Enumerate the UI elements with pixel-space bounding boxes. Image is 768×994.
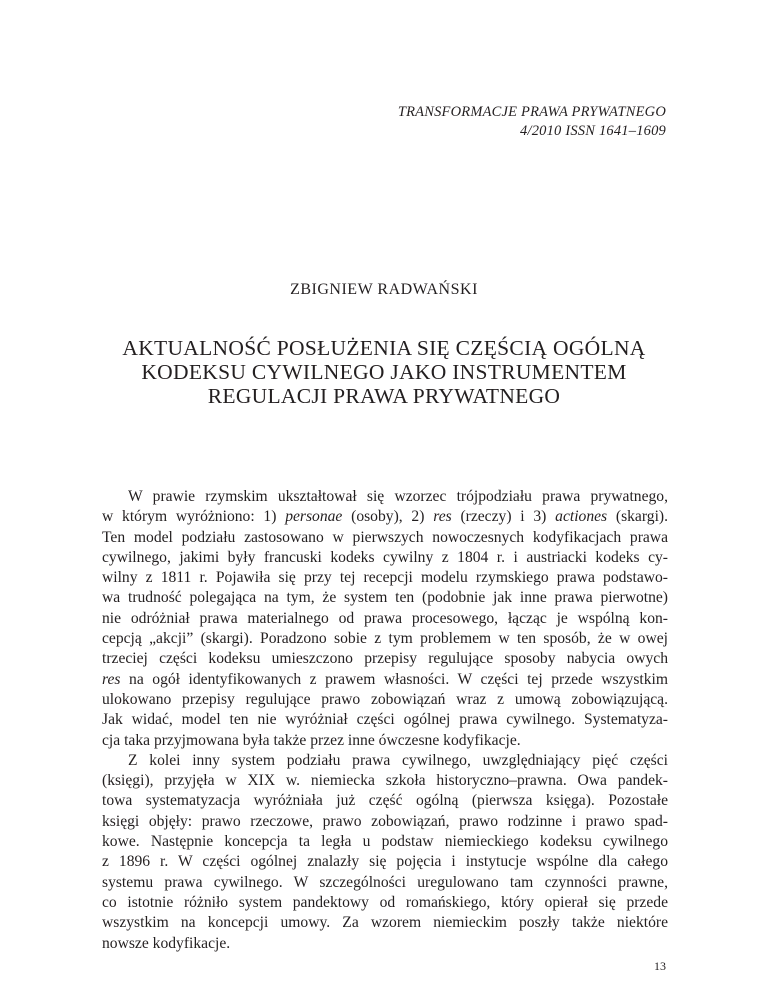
journal-header — [398, 103, 666, 141]
author-name: ZBIGNIEW RADWAŃSKI — [290, 281, 478, 298]
text-line: (księgi), przyjęła w XIX w. niemiecka szkoła historyczno–prawna. Owa pandek- — [102, 772, 668, 790]
text-line: Jak widać, model ten nie wyróżniał części ogólnej prawa cywilnego. Systematyza- — [102, 711, 668, 729]
text-line: nie odróżniał prawa materialnego od prawa procesowego, łącząc je wspólną kon- — [102, 609, 668, 627]
title-line: KODEKSU CYWILNEGO JAKO INSTRUMENTEM — [141, 360, 627, 384]
text-line: wszystkim na koncepcji umowy. Za wzorem niemieckim poszły także niektóre — [102, 914, 668, 932]
title-line: AKTUALNOŚĆ POSŁUŻENIA SIĘ CZĘŚCIĄ OGÓLNĄ — [122, 336, 646, 360]
text-line: systemu prawa cywilnego. W szczególności uregulowano tam czynności prawne, — [102, 873, 668, 891]
article-body — [102, 487, 668, 954]
title-line: REGULACJI PRAWA PRYWATNEGO — [207, 384, 561, 408]
paragraph-2 — [102, 751, 668, 954]
text-line: księgi objęły: prawo rzeczowe, prawo zobowiązań, prawo rodzinne i prawo spad- — [102, 812, 668, 830]
text-line: Z kolei inny system podziału prawa cywilnego, uwzględniający pięć części — [128, 751, 668, 769]
text-line: W prawie rzymskim ukształtował się wzorzec trójpodziału prawa prywatnego, — [128, 488, 668, 505]
text-line: trzeciej części kodeksu umieszczono przepisy regulujące sposoby nabycia owych — [102, 650, 668, 668]
text-line: w którym wyróżniono: 1) personae (osoby), 2) res (rzeczy) i 3) actiones (skargi). — [102, 508, 668, 526]
text-line: ulokowano przepisy regulujące prawo zobowiązań wraz z umową zobowiązującą. — [102, 690, 668, 708]
text-line: co istotnie różniło system pandektowy od romańskiego, który opierał się przede — [102, 893, 668, 911]
article-title — [0, 336, 768, 408]
paragraph-1 — [102, 487, 668, 751]
text-line: wa trudność polegająca na tym, że system ten (podobnie jak inne prawa pierwotne) — [102, 589, 668, 607]
journal-title: TRANSFORMACJE PRAWA PRYWATNEGO — [397, 104, 666, 120]
text-line: cywilnego, jakimi były francuski kodeks cywilny z 1804 r. i austriacki kodeks cy- — [102, 548, 668, 566]
text-line: nowsze kodyfikacje. — [102, 934, 231, 952]
page-number: 13 — [654, 959, 666, 973]
text-line: z 1896 r. W części ogólnej znalazły się pojęcia i instytucje wspólne dla całego — [102, 853, 668, 871]
text-line: towa systematyzacja wyróżniała już część ogólną (pierwsza księga). Pozostałe — [102, 792, 668, 810]
text-line: res na ogół identyfikowanych z prawem własności. W części tej przede wszystkim — [102, 670, 668, 688]
text-line: Ten model podziału zastosowano w pierwszych nowoczesnych kodyfikacjach prawa — [102, 528, 668, 546]
text-line: kowe. Następnie koncepcja ta legła u podstaw niemieckiego kodeksu cywilnego — [102, 833, 668, 851]
text-line: wilny z 1811 r. Pojawiła się przy tej recepcji modelu rzymskiego prawa podstawo- — [102, 569, 668, 587]
journal-issue: 4/2010 ISSN 1641–1609 — [520, 123, 666, 139]
text-line: cja taka przyjmowana była także przez inne ówczesne kodyfikacje. — [102, 731, 521, 749]
text-line: cepcją „akcji” (skargi). Poradzono sobie z tym problemem w ten sposób, że w owej — [102, 630, 668, 648]
